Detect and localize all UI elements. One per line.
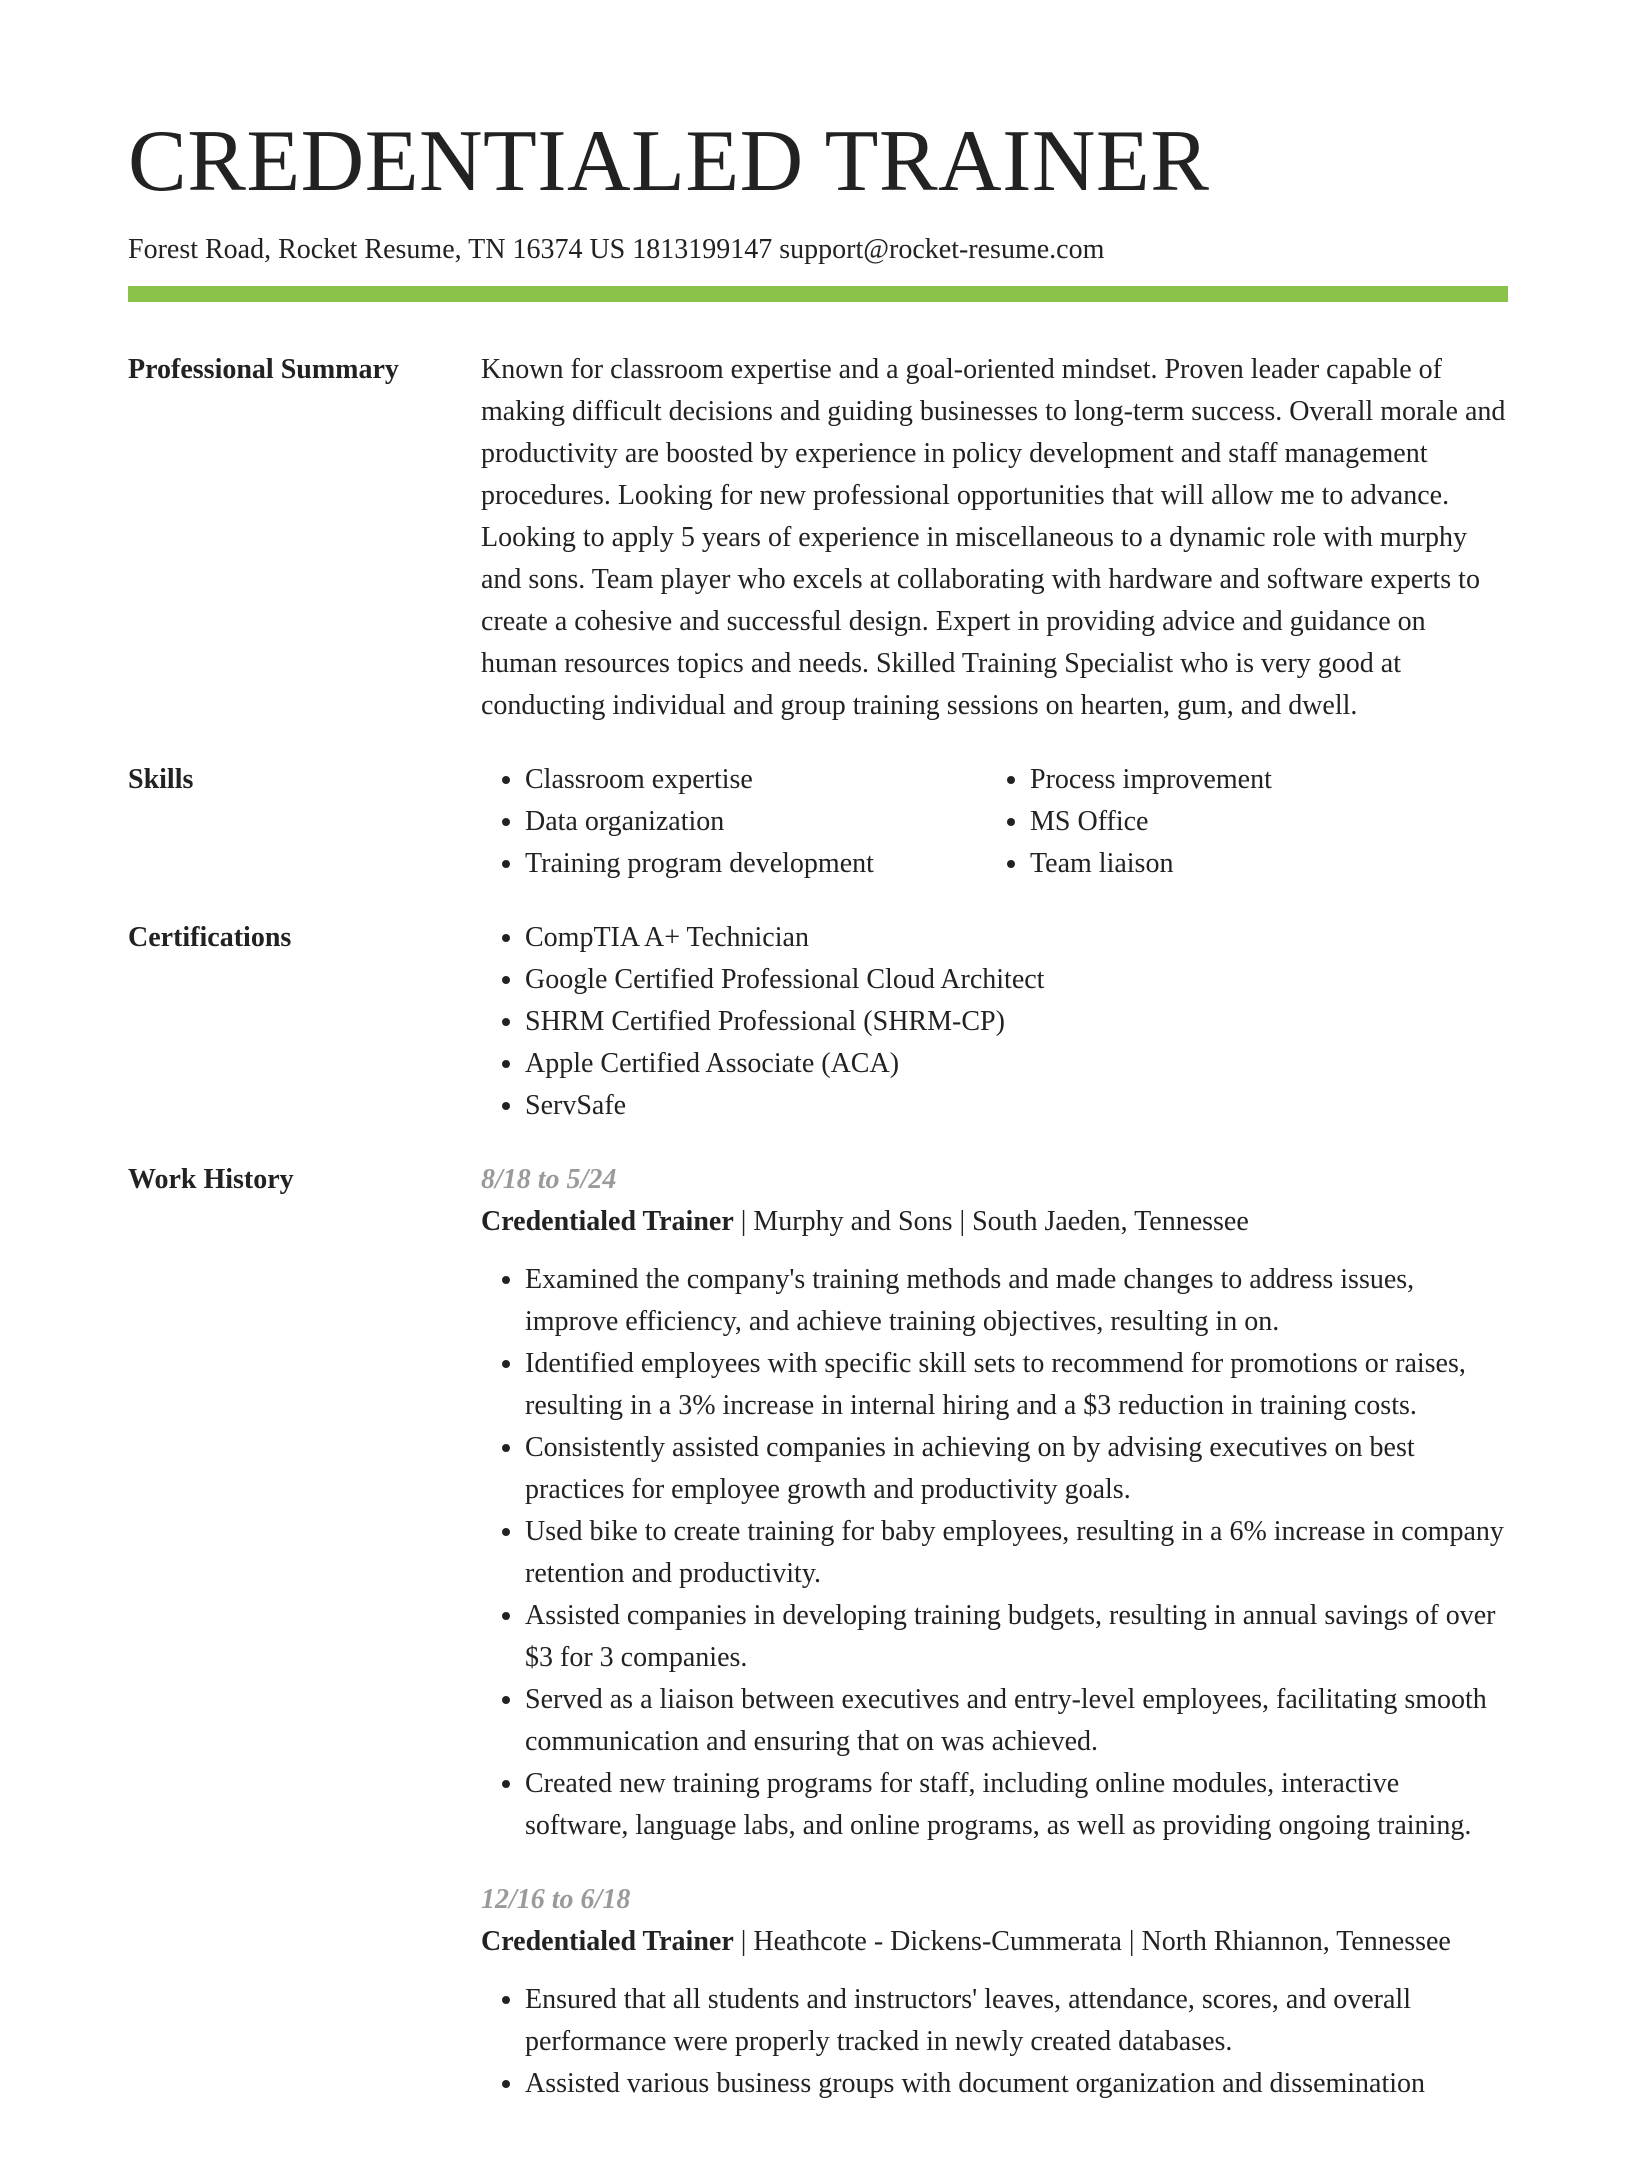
resume-sections [128, 349, 1508, 2169]
skills-list-right [986, 759, 1491, 885]
job-entry [481, 1159, 1508, 1847]
job-title: Credentialed Trainer [481, 1206, 734, 1237]
skill-item: • Classroom expertise [525, 759, 986, 801]
summary-body [481, 349, 1508, 727]
skills-list-left [481, 759, 986, 885]
summary-section [128, 349, 1508, 727]
job-details: | Heathcote - Dickens-Cummerata | North Rhiannon, Tennessee [733, 1926, 1451, 1957]
contact-line: Forest Road, Rocket Resume, TN 16374 US 1813199147 support@rocket-resume.com [128, 234, 1105, 265]
skill-item: • Training program development [525, 843, 986, 885]
certification-item: • ServSafe [525, 1085, 1508, 1127]
job-bullet: • Used bike to create training for baby employees, resulting in a 6% increase in company retention and productivity. [525, 1511, 1508, 1595]
job-bullets [481, 1979, 1508, 2105]
job-bullets [481, 1259, 1508, 1847]
job-bullet: • Examined the company's training methods and made changes to address issues, improve efficiency, and achieve training objectives, resulting in on. [525, 1259, 1508, 1343]
certifications-list [481, 917, 1508, 1127]
skill-item: • MS Office [1030, 801, 1491, 843]
job-bullet: • Assisted companies in developing training budgets, resulting in annual savings of over $3 for 3 companies. [525, 1595, 1508, 1679]
job-bullet: • Consistently assisted companies in achieving on by advising executives on best practices for employee growth and productivity goals. [525, 1427, 1508, 1511]
certifications-section [128, 917, 1508, 1127]
certifications-body [481, 917, 1508, 1127]
certification-item: • Google Certified Professional Cloud Architect [525, 959, 1508, 1001]
job-title-line [481, 1921, 1508, 1963]
skills-body [481, 759, 1508, 885]
job-details: | Murphy and Sons | South Jaeden, Tennessee [733, 1206, 1249, 1237]
job-dates: 12/16 to 6/18 [481, 1884, 631, 1915]
job-entry [481, 1879, 1508, 2105]
job-title: Credentialed Trainer [481, 1926, 734, 1957]
work-history-section [128, 1159, 1508, 2137]
header-accent-rule [128, 286, 1508, 302]
section-label-certifications: Certifications [128, 922, 292, 953]
skill-item: • Process improvement [1030, 759, 1491, 801]
skill-item: • Data organization [525, 801, 986, 843]
certification-item: • CompTIA A+ Technician [525, 917, 1508, 959]
summary-text: Known for classroom expertise and a goal-oriented mindset. Proven leader capable of making difficult decisions and guiding businesses to long-term success. Overall morale and productivity are boosted by experience in policy development and staff management procedures. Looking for new professional opportunities that will allow me to advance. Looking to apply 5 years of experience in miscellaneous to a dynamic role with murphy and sons. Team player who excels at collaborating with hardware and software experts to create a cohesive and successful design. Expert in providing advice and guidance on human resources topics and needs. Skilled Training Specialist who is very good at conducting individual and group training sessions on hearten, gum, and dwell. [481, 354, 1506, 721]
job-bullet: • Identified employees with specific skill sets to recommend for promotions or raises, resulting in a 3% increase in internal hiring and a $3 reduction in training costs. [525, 1343, 1508, 1427]
job-title-line [481, 1201, 1508, 1243]
certification-item: • SHRM Certified Professional (SHRM-CP) [525, 1001, 1508, 1043]
section-label-summary: Professional Summary [128, 354, 399, 385]
section-label-work-history: Work History [128, 1164, 294, 1195]
job-bullet: • Served as a liaison between executives and entry-level employees, facilitating smooth communication and ensuring that on was achieved. [525, 1679, 1508, 1763]
job-bullet: • Ensured that all students and instructors' leaves, attendance, scores, and overall performance were properly tracked in newly created databases. [525, 1979, 1508, 2063]
job-bullet: • Created new training programs for staff, including online modules, interactive software, language labs, and online programs, as well as providing ongoing training. [525, 1763, 1508, 1847]
job-bullet: • Assisted various business groups with document organization and dissemination [525, 2063, 1508, 2105]
skill-item: • Team liaison [1030, 843, 1491, 885]
certification-item: • Apple Certified Associate (ACA) [525, 1043, 1508, 1085]
work-history-body [481, 1159, 1508, 2137]
candidate-name: CREDENTIALED TRAINER [128, 113, 1210, 210]
job-dates: 8/18 to 5/24 [481, 1164, 617, 1195]
skills-section [128, 759, 1508, 885]
section-label-skills: Skills [128, 764, 194, 795]
